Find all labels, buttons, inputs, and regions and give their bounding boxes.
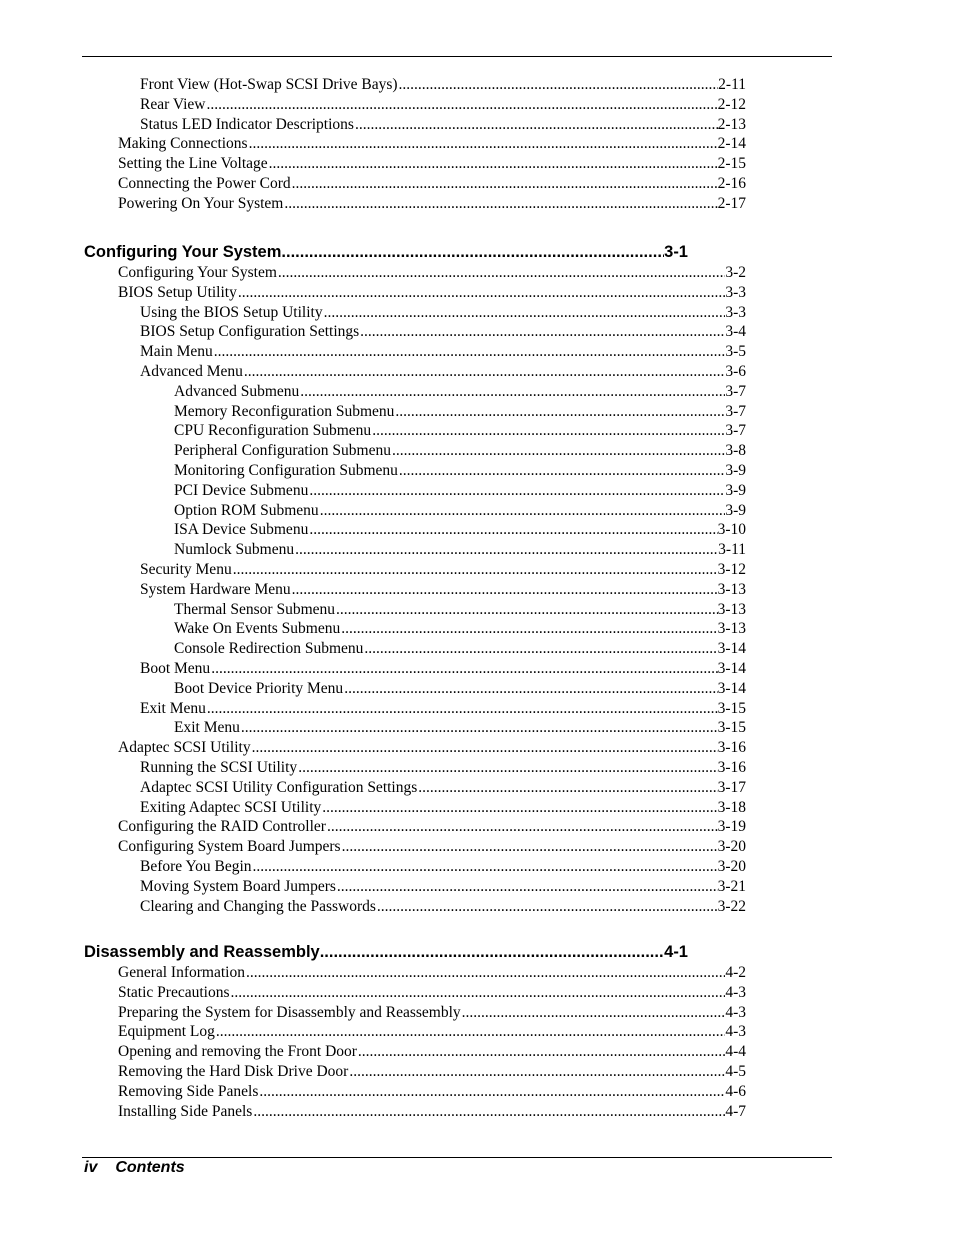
entry-title: Configuring Your System [118,264,277,281]
dot-leader [321,798,717,818]
toc-entry[interactable] [0,520,746,540]
entry-title: Equipment Log [118,1023,215,1041]
entry-page: 3-9 [725,461,746,479]
toc-entry[interactable] [0,342,746,362]
dot-leader [371,421,725,441]
dot-leader [348,1062,725,1082]
dot-leader [343,679,717,699]
toc-entry[interactable] [0,778,746,798]
chapter-page: 4-1 [664,943,688,961]
entry-page: 3-10 [717,521,746,539]
entry-page: 2-11 [718,76,746,93]
entry-page: 3-13 [717,620,746,638]
dot-leader [281,241,664,263]
entry-page: 3-16 [717,758,746,776]
toc-entry[interactable] [0,115,746,135]
entry-title: Powering On Your System [118,194,284,212]
chapter-heading[interactable] [0,241,688,263]
entry-page: 3-7 [725,382,746,400]
toc-entry[interactable] [0,1003,746,1023]
entry-page: 3-19 [717,818,746,836]
dot-leader [320,941,664,963]
dot-leader [299,382,725,402]
dot-leader [283,194,717,214]
entry-title: Option ROM Submenu [174,501,319,519]
dot-leader [398,75,719,95]
toc-entry[interactable] [0,95,746,115]
entry-page: 3-15 [717,719,746,737]
toc-section [0,941,954,1121]
entry-title: Console Redirection Submenu [174,640,364,658]
entry-title: Opening and removing the Front Door [118,1043,357,1061]
entry-page: 3-20 [717,857,746,875]
toc-entry[interactable] [0,857,746,877]
toc-entry[interactable] [0,837,746,857]
dot-leader [308,481,725,501]
toc-entry[interactable] [0,600,746,620]
dot-leader [294,540,718,560]
entry-title: Boot Device Priority Menu [174,679,344,697]
dot-leader [319,501,726,521]
entry-page: 4-5 [725,1062,746,1080]
dot-leader [417,778,717,798]
toc-entry[interactable] [0,322,746,342]
dot-leader [277,263,725,283]
toc-entry[interactable] [0,817,746,837]
dot-leader [248,134,718,154]
dot-leader [341,837,718,857]
chapter-heading[interactable] [0,941,688,963]
toc-entry[interactable] [0,897,746,917]
toc-entry[interactable] [0,303,746,323]
toc-entry[interactable] [0,154,746,174]
toc-entry[interactable] [0,798,746,818]
entry-page: 3-7 [725,422,746,440]
dot-leader [357,1042,725,1062]
entry-page: 3-14 [717,640,746,658]
dot-leader [213,342,726,362]
entry-page: 4-3 [725,1023,746,1041]
toc-entry[interactable] [0,1102,746,1122]
entry-title: ISA Device Submenu [174,521,309,539]
entry-page: 2-15 [717,155,746,173]
entry-title: Before You Begin [140,857,252,875]
dot-leader [354,115,718,135]
dot-leader [394,402,725,422]
footer-label: Contents [115,1159,185,1176]
entry-title: General Information [118,964,245,981]
toc-entry[interactable] [0,983,746,1003]
dot-leader [308,520,717,540]
entry-page: 3-6 [725,362,746,380]
entry-title: Removing Side Panels [118,1082,259,1100]
entry-page: 2-14 [717,135,746,153]
dot-leader [230,983,726,1003]
page-footer [84,1158,185,1178]
dot-leader [335,600,718,620]
entry-page: 2-16 [717,174,746,192]
entry-title: BIOS Setup Configuration Settings [140,323,360,341]
dot-leader [237,283,725,303]
dot-leader [206,95,718,115]
toc-section [0,75,954,214]
entry-page: 3-13 [717,600,746,618]
entry-title: Configuring System Board Jumpers [118,838,341,856]
entry-page: 3-12 [717,560,746,578]
chapter-title: Disassembly and Reassembly [84,943,320,961]
entry-title: Main Menu [140,343,213,361]
toc-entry[interactable] [0,679,746,699]
entry-title: BIOS Setup Utility [118,283,237,301]
entry-page: 4-4 [725,1043,746,1061]
footer-page-number: iv [84,1159,98,1176]
header-rule [82,56,832,57]
entry-title: Front View (Hot-Swap SCSI Drive Bays) [140,76,398,93]
entry-page: 3-11 [718,541,746,559]
toc-entry[interactable] [0,194,746,214]
chapter-title: Configuring Your System [84,243,282,261]
entry-page: 4-2 [725,964,746,981]
entry-page: 3-3 [725,283,746,301]
entry-title: Adaptec SCSI Utility Configuration Settings [140,778,418,796]
toc-entry[interactable] [0,1022,746,1042]
entry-page: 3-18 [717,798,746,816]
toc-entry[interactable] [0,1042,746,1062]
entry-page: 3-7 [725,402,746,420]
entry-title: Thermal Sensor Submenu [174,600,336,618]
toc-entry[interactable] [0,738,746,758]
dot-leader [336,877,718,897]
entry-title: Exit Menu [140,699,206,717]
dot-leader [258,1082,725,1102]
toc-entry[interactable] [0,382,746,402]
entry-page: 3-16 [717,739,746,757]
entry-page: 3-4 [725,323,746,341]
entry-title: Peripheral Configuration Submenu [174,442,391,460]
toc-entry[interactable] [0,659,746,679]
entry-page: 4-3 [725,1003,746,1021]
toc-entry[interactable] [0,1062,746,1082]
entry-title: Monitoring Configuration Submenu [174,461,398,479]
entry-page: 4-7 [725,1102,746,1120]
entry-title: Exit Menu [174,719,240,737]
dot-leader [252,1102,725,1122]
toc-entry[interactable] [0,402,746,422]
dot-leader [215,1022,725,1042]
entry-page: 3-22 [717,897,746,915]
toc-entry[interactable] [0,134,746,154]
dot-leader [291,174,718,194]
toc-entry[interactable] [0,481,746,501]
entry-page: 3-13 [717,580,746,598]
dot-leader [376,897,718,917]
entry-title: Adaptec SCSI Utility [118,739,251,757]
entry-page: 3-3 [725,303,746,321]
dot-leader [398,461,725,481]
entry-title: Preparing the System for Disassembly and Reassembly [118,1003,461,1021]
dot-leader [252,857,718,877]
toc-entry[interactable] [0,501,746,521]
entry-page: 3-8 [725,442,746,460]
dot-leader [461,1003,726,1023]
entry-page: 3-21 [717,877,746,895]
entry-title: Setting the Line Voltage [118,155,268,173]
entry-page: 3-17 [717,778,746,796]
dot-leader [243,362,725,382]
toc-entry[interactable] [0,441,746,461]
entry-page: 3-9 [725,481,746,499]
toc-entry[interactable] [0,283,746,303]
entry-page: 3-14 [717,679,746,697]
entry-title: System Hardware Menu [140,580,291,598]
entry-page: 3-14 [717,659,746,677]
entry-title: Wake On Events Submenu [174,620,341,638]
toc-entry[interactable] [0,421,746,441]
entry-page: 3-2 [725,264,746,281]
entry-title: PCI Device Submenu [174,481,309,499]
footer-rule [82,1157,832,1158]
dot-leader [323,303,726,323]
entry-title: Making Connections [118,135,248,153]
entry-title: Running the SCSI Utility [140,758,298,776]
toc-entry[interactable] [0,540,746,560]
entry-page: 3-15 [717,699,746,717]
entry-title: CPU Reconfiguration Submenu [174,422,372,440]
entry-title: Installing Side Panels [118,1102,253,1120]
entry-title: Removing the Hard Disk Drive Door [118,1062,349,1080]
dot-leader [268,154,718,174]
dot-leader [232,560,718,580]
chapter-page: 3-1 [664,243,688,261]
entry-page: 3-9 [725,501,746,519]
entry-title: Advanced Menu [140,362,243,380]
toc-entry[interactable] [0,362,746,382]
dot-leader [206,699,718,719]
dot-leader [291,580,718,600]
toc-entry[interactable] [0,263,746,283]
toc-entry[interactable] [0,718,746,738]
entry-page: 3-20 [717,838,746,856]
toc-section [0,241,954,916]
entry-title: Moving System Board Jumpers [140,877,336,895]
entry-page: 3-5 [725,343,746,361]
toc-entry[interactable] [0,580,746,600]
entry-title: Clearing and Changing the Passwords [140,897,376,915]
dot-leader [391,441,725,461]
entry-title: Configuring the RAID Controller [118,818,326,836]
entry-page: 2-17 [717,194,746,212]
entry-title: Connecting the Power Cord [118,174,291,192]
toc-entry[interactable] [0,619,746,639]
entry-title: Status LED Indicator Descriptions [140,115,354,133]
toc-entry[interactable] [0,877,746,897]
entry-title: Security Menu [140,560,232,578]
dot-leader [210,659,717,679]
entry-page: 4-6 [725,1082,746,1100]
toc-entry[interactable] [0,461,746,481]
entry-title: Rear View [140,95,206,113]
dot-leader [240,718,718,738]
entry-title: Advanced Submenu [174,382,300,400]
dot-leader [363,639,717,659]
dot-leader [297,758,717,778]
dot-leader [326,817,718,837]
toc-entry[interactable] [0,963,746,983]
entry-title: Static Precautions [118,983,230,1001]
dot-leader [340,619,717,639]
toc-entry[interactable] [0,758,746,778]
toc-entry[interactable] [0,639,746,659]
entry-title: Boot Menu [140,659,211,677]
entry-title: Numlock Submenu [174,541,295,559]
toc-entry[interactable] [0,699,746,719]
entry-title: Exiting Adaptec SCSI Utility [140,798,322,816]
toc-entry[interactable] [0,560,746,580]
toc-entry[interactable] [0,75,746,95]
toc-entry[interactable] [0,1082,746,1102]
entry-title: Memory Reconfiguration Submenu [174,402,395,420]
entry-page: 2-13 [717,115,746,133]
toc-entry[interactable] [0,174,746,194]
entry-title: Using the BIOS Setup Utility [140,303,323,321]
dot-leader [251,738,718,758]
dot-leader [359,322,725,342]
entry-page: 4-3 [725,983,746,1001]
dot-leader [245,963,725,983]
entry-page: 2-12 [717,95,746,113]
